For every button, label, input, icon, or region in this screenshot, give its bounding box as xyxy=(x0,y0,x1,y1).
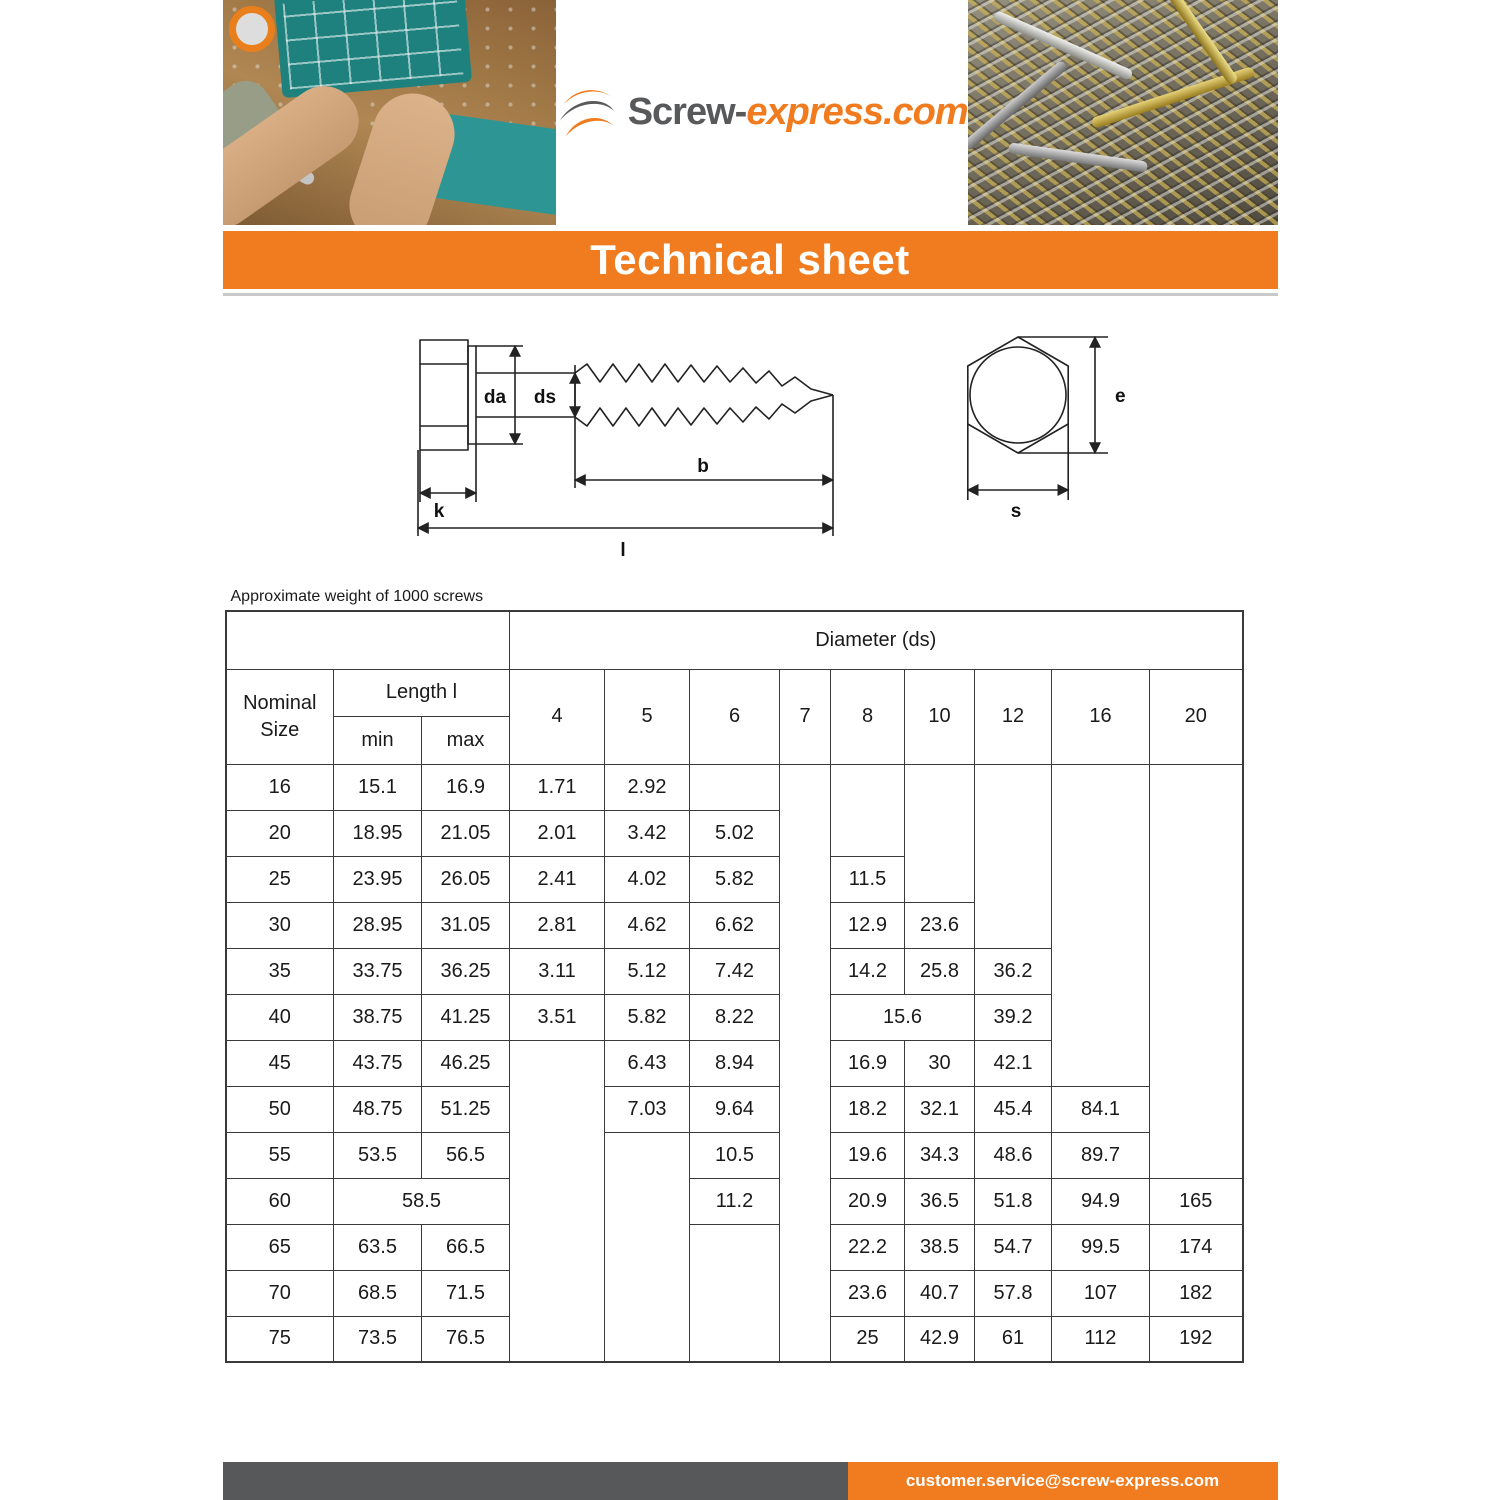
header-band xyxy=(223,0,1278,225)
organizer-box xyxy=(273,0,471,98)
weight-cell: 5.82 xyxy=(690,856,780,902)
diameter-group-header: Diameter (ds) xyxy=(510,611,1243,669)
nominal-size-cell: 75 xyxy=(226,1316,334,1362)
weight-cell: 61 xyxy=(975,1316,1052,1362)
weight-cell: 84.1 xyxy=(1052,1086,1150,1132)
weight-cell: 174 xyxy=(1150,1224,1243,1270)
brand-swoosh-icon xyxy=(556,84,618,142)
nominal-size-cell: 50 xyxy=(226,1086,334,1132)
weight-cell: 23.6 xyxy=(831,1270,905,1316)
table-row xyxy=(226,1132,1243,1178)
weight-cell: 5.82 xyxy=(605,994,690,1040)
dim-label-e: e xyxy=(1114,386,1126,407)
diameter-col-header: 5 xyxy=(605,669,690,764)
nominal-size-cell: 60 xyxy=(226,1178,334,1224)
weight-cell: 107 xyxy=(1052,1270,1150,1316)
weight-cell: 34.3 xyxy=(905,1132,975,1178)
weight-cell: 39.2 xyxy=(975,994,1052,1040)
max-cell: 26.05 xyxy=(422,856,510,902)
diameter-col-header: 8 xyxy=(831,669,905,764)
diameter-col-header: 12 xyxy=(975,669,1052,764)
min-cell: 68.5 xyxy=(334,1270,422,1316)
weight-cell: 3.51 xyxy=(510,994,605,1040)
nominal-size-cell: 65 xyxy=(226,1224,334,1270)
diameter-col-header: 10 xyxy=(905,669,975,764)
organizer-grid xyxy=(282,0,463,89)
weight-cell: 2.92 xyxy=(605,764,690,810)
max-cell: 71.5 xyxy=(422,1270,510,1316)
min-header: min xyxy=(334,716,422,764)
screw-dimension-diagram xyxy=(223,310,1278,575)
footer-gray-segment xyxy=(223,1462,848,1500)
weight-cell: 38.5 xyxy=(905,1224,975,1270)
min-cell: 48.75 xyxy=(334,1086,422,1132)
weight-cell: 36.2 xyxy=(975,948,1052,994)
empty-cell xyxy=(975,764,1052,948)
brand-name-part2: express.com xyxy=(746,91,968,133)
max-cell: 16.9 xyxy=(422,764,510,810)
weight-cell: 5.12 xyxy=(605,948,690,994)
footer-orange-segment xyxy=(848,1462,1278,1500)
nominal-size-cell: 70 xyxy=(226,1270,334,1316)
weight-cell: 19.6 xyxy=(831,1132,905,1178)
max-cell: 66.5 xyxy=(422,1224,510,1270)
min-cell: 33.75 xyxy=(334,948,422,994)
weight-cell: 36.5 xyxy=(905,1178,975,1224)
weight-cell: 11.5 xyxy=(831,856,905,902)
weight-cell: 45.4 xyxy=(975,1086,1052,1132)
min-cell: 15.1 xyxy=(334,764,422,810)
length-merged-cell: 58.5 xyxy=(334,1178,510,1224)
corner-cell xyxy=(226,611,510,669)
weight-cell: 8.22 xyxy=(690,994,780,1040)
max-cell: 41.25 xyxy=(422,994,510,1040)
min-cell: 18.95 xyxy=(334,810,422,856)
min-cell: 53.5 xyxy=(334,1132,422,1178)
diameter-col-header: 4 xyxy=(510,669,605,764)
workbench-photo xyxy=(223,0,556,225)
min-cell: 38.75 xyxy=(334,994,422,1040)
technical-drawing xyxy=(223,310,1278,580)
diameter-col-header: 20 xyxy=(1150,669,1243,764)
weight-cell: 14.2 xyxy=(831,948,905,994)
weight-cell: 7.42 xyxy=(690,948,780,994)
tape-measure xyxy=(229,6,275,52)
weight-cell: 40.7 xyxy=(905,1270,975,1316)
empty-cell xyxy=(831,764,905,856)
weight-cell: 99.5 xyxy=(1052,1224,1150,1270)
nominal-size-cell: 16 xyxy=(226,764,334,810)
weight-cell: 182 xyxy=(1150,1270,1243,1316)
weight-cell: 23.6 xyxy=(905,902,975,948)
max-cell: 36.25 xyxy=(422,948,510,994)
dim-label-ds: ds xyxy=(533,387,556,408)
table-row xyxy=(226,1086,1243,1132)
empty-cell xyxy=(690,1224,780,1362)
weight-cell: 18.2 xyxy=(831,1086,905,1132)
weight-cell: 192 xyxy=(1150,1316,1243,1362)
weight-cell: 51.8 xyxy=(975,1178,1052,1224)
weight-cell: 25.8 xyxy=(905,948,975,994)
nominal-size-line1: Nominal xyxy=(243,691,317,714)
weight-cell: 2.01 xyxy=(510,810,605,856)
weight-cell: 4.02 xyxy=(605,856,690,902)
weight-cell: 3.11 xyxy=(510,948,605,994)
nominal-size-header xyxy=(226,669,334,764)
length-header: Length l xyxy=(334,669,510,716)
dim-label-da: da xyxy=(483,387,506,408)
nominal-size-cell: 40 xyxy=(226,994,334,1040)
nominal-size-cell: 30 xyxy=(226,902,334,948)
weight-cell: 22.2 xyxy=(831,1224,905,1270)
max-cell: 56.5 xyxy=(422,1132,510,1178)
max-header: max xyxy=(422,716,510,764)
table-caption: Approximate weight of 1000 screws xyxy=(230,588,484,605)
dim-label-k: k xyxy=(433,501,444,522)
weight-cell: 112 xyxy=(1052,1316,1150,1362)
weight-cell: 165 xyxy=(1150,1178,1243,1224)
max-cell: 21.05 xyxy=(422,810,510,856)
nominal-size-line2: Size xyxy=(260,718,300,741)
brand-name-part1: Screw- xyxy=(627,91,747,133)
banner-divider xyxy=(223,293,1278,296)
table-row xyxy=(226,764,1243,810)
weight-cell: 42.1 xyxy=(975,1040,1052,1086)
weight-cell: 9.64 xyxy=(690,1086,780,1132)
min-cell: 23.95 xyxy=(334,856,422,902)
weight-cell: 10.5 xyxy=(690,1132,780,1178)
weight-cell: 25 xyxy=(831,1316,905,1362)
max-cell: 76.5 xyxy=(422,1316,510,1362)
weights-table xyxy=(225,610,1244,1363)
empty-cell xyxy=(780,764,831,1362)
weight-cell: 30 xyxy=(905,1040,975,1086)
weight-cell: 7.03 xyxy=(605,1086,690,1132)
min-cell: 63.5 xyxy=(334,1224,422,1270)
max-cell: 46.25 xyxy=(422,1040,510,1086)
content-column xyxy=(223,0,1278,1500)
nominal-size-cell: 25 xyxy=(226,856,334,902)
weight-cell: 57.8 xyxy=(975,1270,1052,1316)
nominal-size-cell: 45 xyxy=(226,1040,334,1086)
empty-cell xyxy=(1150,764,1243,1178)
min-cell: 73.5 xyxy=(334,1316,422,1362)
table-row xyxy=(226,1224,1243,1270)
weight-cell: 11.2 xyxy=(690,1178,780,1224)
weight-cell: 32.1 xyxy=(905,1086,975,1132)
max-cell: 51.25 xyxy=(422,1086,510,1132)
empty-cell xyxy=(510,1040,605,1362)
empty-cell xyxy=(690,764,780,810)
weight-cell: 4.62 xyxy=(605,902,690,948)
empty-cell xyxy=(1052,764,1150,1086)
footer-bar xyxy=(223,1462,1278,1500)
weight-cell: 94.9 xyxy=(1052,1178,1150,1224)
table-row xyxy=(226,1178,1243,1224)
dim-label-l: l xyxy=(619,540,626,561)
empty-cell xyxy=(905,764,975,902)
weight-cell: 12.9 xyxy=(831,902,905,948)
weight-cell: 89.7 xyxy=(1052,1132,1150,1178)
dim-label-b: b xyxy=(696,456,709,477)
diameter-col-header: 7 xyxy=(780,669,831,764)
logo-area xyxy=(556,0,968,225)
weight-cell: 48.6 xyxy=(975,1132,1052,1178)
nominal-size-cell: 20 xyxy=(226,810,334,856)
min-cell: 28.95 xyxy=(334,902,422,948)
empty-cell xyxy=(605,1132,690,1362)
weight-cell: 5.02 xyxy=(690,810,780,856)
weight-cell: 2.81 xyxy=(510,902,605,948)
weight-cell: 54.7 xyxy=(975,1224,1052,1270)
max-cell: 31.05 xyxy=(422,902,510,948)
nominal-size-cell: 55 xyxy=(226,1132,334,1178)
weight-cell: 1.71 xyxy=(510,764,605,810)
weight-cell: 16.9 xyxy=(831,1040,905,1086)
weight-cell: 6.62 xyxy=(690,902,780,948)
footer-email: customer.service@screw-express.com xyxy=(905,1471,1220,1490)
screws-photo xyxy=(968,0,1278,225)
weight-cell: 6.43 xyxy=(605,1040,690,1086)
weight-cell: 2.41 xyxy=(510,856,605,902)
weight-cell: 8.94 xyxy=(690,1040,780,1086)
brand-name xyxy=(628,91,968,134)
nominal-size-cell: 35 xyxy=(226,948,334,994)
title-banner: Technical sheet xyxy=(223,231,1278,289)
weight-cell: 20.9 xyxy=(831,1178,905,1224)
min-cell: 43.75 xyxy=(334,1040,422,1086)
diameter-col-header: 16 xyxy=(1052,669,1150,764)
weight-cell: 42.9 xyxy=(905,1316,975,1362)
weight-cell: 15.6 xyxy=(831,994,975,1040)
weight-cell: 3.42 xyxy=(605,810,690,856)
diameter-col-header: 6 xyxy=(690,669,780,764)
dim-label-s: s xyxy=(1010,501,1021,522)
